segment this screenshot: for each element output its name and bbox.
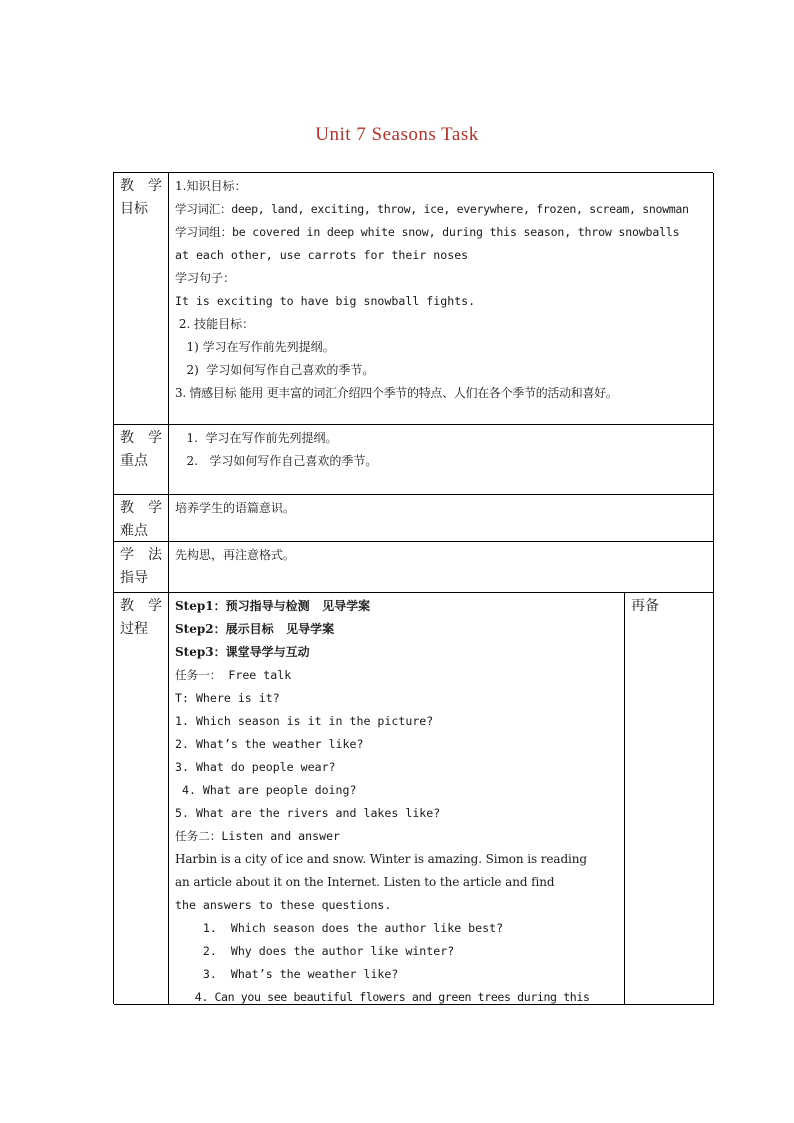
process-question: 1. Which season does the author like best? <box>175 921 504 935</box>
objectives-line: at each other, use carrots for their noses <box>175 248 469 262</box>
process-line: 任务一： Free talk <box>175 668 292 682</box>
objectives-label-line2: 目标 <box>120 201 148 217</box>
process-question: 2. Why does the author like winter? <box>175 944 455 958</box>
process-step: Step1：预习指导与检测 见导学案 <box>175 599 371 613</box>
objectives-line: 学习句子： <box>175 271 236 285</box>
difficulties-content <box>169 495 714 542</box>
process-line: the answers to these questions. <box>175 898 392 912</box>
process-label <box>114 593 169 1005</box>
process-line: 1. Which season is it in the picture? <box>175 714 434 728</box>
difficulties-label <box>114 495 169 542</box>
process-step: Step2：展示目标 见导学案 <box>175 622 335 636</box>
process-question: 4. Can you see beautiful flowers and green trees during this <box>175 990 590 1004</box>
objectives-line: It is exciting to have big snowball fights. <box>175 294 476 308</box>
difficulties-label-line2: 难点 <box>120 523 148 539</box>
process-line: 任务二：Listen and answer <box>175 829 341 843</box>
keypoints-line: 2. 学习如何写作自己喜欢的季节。 <box>175 454 378 468</box>
methods-content <box>169 542 714 593</box>
side-note: 再备 <box>631 598 659 614</box>
difficulties-label-line1: 教 学 <box>120 500 162 516</box>
methods-line: 先构思，再注意格式。 <box>175 548 296 562</box>
objectives-line: 1.知识目标： <box>175 179 247 193</box>
methods-label-line2: 指导 <box>120 570 148 586</box>
objectives-line: 学习词组：be covered in deep white snow, during this season, throw snowballs <box>175 225 680 239</box>
process-step: Step3：课堂导学与互动 <box>175 645 310 659</box>
process-line: 4. What are people doing? <box>175 783 357 797</box>
page-title: Unit 7 Seasons Task <box>315 124 479 145</box>
keypoints-label <box>114 425 169 495</box>
process-question: 3. What’s the weather like? <box>175 967 399 981</box>
process-label-line1: 教 学 <box>120 598 162 614</box>
objectives-line: 3. 情感目标 能用 更丰富的词汇介绍四个季节的特点、人们在各个季节的活动和喜好。 <box>175 386 618 400</box>
keypoints-label-line2: 重点 <box>120 453 148 469</box>
objectives-content <box>169 173 714 425</box>
process-notes-column <box>625 593 714 1005</box>
process-line: Harbin is a city of ice and snow. Winter is amazing. Simon is reading <box>175 852 587 866</box>
lesson-plan-table <box>113 172 713 1004</box>
objectives-line: 2) 学习如何写作自己喜欢的季节。 <box>175 363 375 377</box>
keypoints-label-line1: 教 学 <box>120 430 162 446</box>
process-label-line2: 过程 <box>120 621 148 637</box>
process-content <box>169 593 625 1005</box>
process-line: 2. What’s the weather like? <box>175 737 364 751</box>
keypoints-content <box>169 425 714 495</box>
objectives-line: 1) 学习在写作前先列提纲。 <box>175 340 335 354</box>
process-line: T: Where is it? <box>175 691 280 705</box>
objectives-line: 学习词汇：deep, land, exciting, throw, ice, everywhere, frozen, scream, snowman <box>175 202 689 216</box>
methods-label <box>114 542 169 593</box>
keypoints-line: 1. 学习在写作前先列提纲。 <box>175 431 338 445</box>
objectives-label-line1: 教 学 <box>120 178 162 194</box>
process-line: 3. What do people wear? <box>175 760 336 774</box>
process-line: an article about it on the Internet. Listen to the article and find <box>175 875 555 889</box>
objectives-label <box>114 173 169 425</box>
process-line: 5. What are the rivers and lakes like? <box>175 806 441 820</box>
objectives-line: 2. 技能目标： <box>175 317 255 331</box>
difficulties-line: 培养学生的语篇意识。 <box>175 501 296 515</box>
methods-label-line1: 学 法 <box>120 547 162 563</box>
